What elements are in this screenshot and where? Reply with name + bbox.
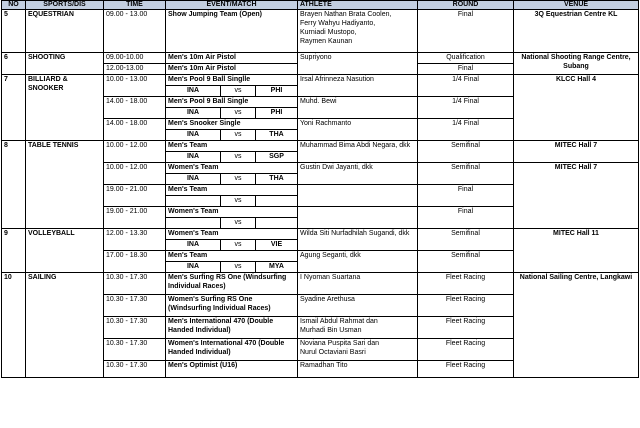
- team-a: INA: [186, 131, 200, 138]
- row-event: [166, 229, 298, 251]
- row-time: 10.30 - 17.30: [104, 317, 166, 339]
- athlete-line: Brayen Nathan Brata Coolen,: [300, 11, 392, 18]
- team-a: INA: [186, 175, 200, 182]
- row-time: 19.00 - 21.00: [104, 185, 166, 207]
- row-round: Final: [418, 64, 514, 75]
- vs-label: vs: [220, 108, 256, 118]
- row-event: Men's International 470 (Double Handed Individual): [166, 317, 298, 339]
- row-time: 14.00 - 18.00: [104, 119, 166, 141]
- row-round: 1/4 Final: [418, 119, 514, 141]
- row-time: 10.00 - 12.00: [104, 163, 166, 185]
- team-b: MYA: [269, 263, 284, 270]
- row-venue: MITEC Hall 7: [514, 141, 639, 163]
- team-b: THA: [269, 175, 284, 182]
- row-event: [166, 163, 298, 185]
- row-event: Men's Optimist (U16): [166, 361, 298, 378]
- row-athlete: Agung Seganti, dkk: [298, 251, 418, 273]
- row-event: Men's Surfing RS One (Windsurfing Individual Races): [166, 273, 298, 295]
- event-title: Women's Team: [168, 164, 219, 171]
- vs-label: vs: [220, 152, 256, 162]
- team-a: INA: [186, 87, 200, 94]
- row-event: [166, 75, 298, 97]
- row-venue: National Shooting Range Centre, Subang: [514, 53, 639, 75]
- athlete-line: Noviana Puspita Sari dan: [300, 340, 379, 347]
- row-sport: EQUESTRIAN: [26, 10, 104, 53]
- row-sport: BILLIARD & SNOOKER: [26, 75, 104, 141]
- row-round: Final: [418, 10, 514, 53]
- vs-label: vs: [220, 130, 256, 140]
- col-venue: VENUE: [514, 1, 639, 10]
- row-sport: SHOOTING: [26, 53, 104, 75]
- row-round: Final: [418, 185, 514, 207]
- row-athlete: I Nyoman Suartana: [298, 273, 418, 295]
- team-a: INA: [186, 241, 200, 248]
- row-athlete: Irsal Afrinneza Nasution: [298, 75, 418, 97]
- row-event: Women's Surfing RS One (Windsurfing Individual Races): [166, 295, 298, 317]
- row-round: Semifinal: [418, 163, 514, 185]
- row-athlete: [298, 207, 418, 229]
- row-sport: TABLE TENNIS: [26, 141, 104, 229]
- row-athlete: Muhd. Bewi: [298, 97, 418, 119]
- team-b: THA: [269, 131, 284, 138]
- row-event: [166, 141, 298, 163]
- schedule-table-wrapper: [1, 0, 638, 378]
- row-round: Fleet Racing: [418, 339, 514, 361]
- row-round: 1/4 Final: [418, 97, 514, 119]
- row-time: 10.30 - 17.30: [104, 273, 166, 295]
- row-round: Fleet Racing: [418, 273, 514, 295]
- event-title: Men's Team: [168, 142, 208, 149]
- matchup: [166, 217, 297, 228]
- row-round: Fleet Racing: [418, 361, 514, 378]
- row-time: 17.00 - 18.30: [104, 251, 166, 273]
- row-round: Final: [418, 207, 514, 229]
- team-b: SGP: [269, 153, 284, 160]
- row-no: 6: [2, 53, 26, 75]
- row-no: 7: [2, 75, 26, 141]
- col-athlete: ATHLETE: [298, 1, 418, 10]
- row-round: Fleet Racing: [418, 295, 514, 317]
- row-time: 10.30 - 17.30: [104, 295, 166, 317]
- header-row: [2, 1, 639, 10]
- athlete-line: Murhadi Bin Usman: [300, 327, 362, 334]
- row-athlete: Wilda Siti Nurfadhilah Sugandi, dkk: [298, 229, 418, 251]
- athlete-line: Raymen Kaunan: [300, 38, 353, 45]
- event-title: Men's Team: [168, 252, 208, 259]
- matchup: [166, 85, 297, 96]
- team-a: INA: [186, 263, 200, 270]
- row-event: Women's International 470 (Double Handed Individual): [166, 339, 298, 361]
- team-b: PHI: [270, 109, 283, 116]
- col-no: NO: [2, 1, 26, 10]
- row-athlete: [298, 10, 418, 53]
- row-event: Men's 10m Air Pistol: [166, 53, 298, 64]
- athlete-line: Nurul Octaviani Basri: [300, 349, 366, 356]
- vs-label: vs: [220, 174, 256, 184]
- row-athlete: [298, 339, 418, 361]
- row-event: [166, 97, 298, 119]
- row-venue: MITEC Hall 7: [514, 163, 639, 229]
- row-time: 10.00 - 12.00: [104, 141, 166, 163]
- row-event: [166, 185, 298, 207]
- col-round: ROUND: [418, 1, 514, 10]
- matchup: [166, 239, 297, 250]
- row-venue: 3Q Equestrian Centre KL: [514, 10, 639, 53]
- row-event: [166, 207, 298, 229]
- row-no: 10: [2, 273, 26, 378]
- row-round: Semifinal: [418, 229, 514, 251]
- athlete-line: Ferry Wahyu Hadiyanto,: [300, 20, 376, 27]
- row-round: Qualification: [418, 53, 514, 64]
- table-row: [2, 53, 639, 64]
- row-athlete: [298, 185, 418, 207]
- table-row: [2, 10, 639, 53]
- row-round: Semifinal: [418, 141, 514, 163]
- event-title: Men's Snooker Single: [168, 120, 241, 127]
- vs-label: vs: [220, 218, 256, 228]
- row-athlete: Muhammad Bima Abdi Negara, dkk: [298, 141, 418, 163]
- row-time: 09.00 - 13.00: [104, 10, 166, 53]
- row-no: 5: [2, 10, 26, 53]
- row-time: 12.00-13.00: [104, 64, 166, 75]
- matchup: [166, 195, 297, 206]
- vs-label: vs: [220, 196, 256, 206]
- team-b: VIE: [270, 241, 283, 248]
- row-time: 10.30 - 17.30: [104, 339, 166, 361]
- event-title: Men's Pool 9 Ball Single: [168, 98, 249, 105]
- matchup: [166, 173, 297, 184]
- row-event: Men's 10m Air Pistol: [166, 64, 298, 75]
- row-sport: VOLLEYBALL: [26, 229, 104, 273]
- table-row: [2, 141, 639, 163]
- row-athlete: Yoni Rachmanto: [298, 119, 418, 141]
- row-event: [166, 251, 298, 273]
- col-event: EVENT/MATCH: [166, 1, 298, 10]
- row-venue: MITEC Hall 11: [514, 229, 639, 273]
- row-athlete: Ramadhan Tito: [298, 361, 418, 378]
- row-time: 09.00-10.00: [104, 53, 166, 64]
- row-round: Fleet Racing: [418, 317, 514, 339]
- table-row: [2, 273, 639, 295]
- schedule-table: [1, 0, 639, 378]
- table-row: [2, 75, 639, 97]
- row-athlete: Syadine Arethusa: [298, 295, 418, 317]
- matchup: [166, 261, 297, 272]
- event-title: Women's Team: [168, 230, 219, 237]
- col-sport: SPORTS/DIS: [26, 1, 104, 10]
- row-venue: KLCC Hall 4: [514, 75, 639, 141]
- athlete-line: Kurniadi Mustopo,: [300, 29, 357, 36]
- matchup: [166, 151, 297, 162]
- event-title: Men's Team: [168, 186, 208, 193]
- row-time: 12.00 - 13.30: [104, 229, 166, 251]
- team-b: PHI: [270, 87, 283, 94]
- row-time: 19.00 - 21.00: [104, 207, 166, 229]
- row-time: 14.00 - 18.00: [104, 97, 166, 119]
- row-athlete: Gustin Dwi Jayanti, dkk: [298, 163, 418, 185]
- matchup: [166, 107, 297, 118]
- team-a: INA: [186, 109, 200, 116]
- row-athlete: Supriyono: [298, 53, 418, 75]
- row-time: 10.00 - 13.00: [104, 75, 166, 97]
- col-time: TIME: [104, 1, 166, 10]
- matchup: [166, 129, 297, 140]
- row-round: 1/4 Final: [418, 75, 514, 97]
- vs-label: vs: [220, 86, 256, 96]
- event-title: Women's Team: [168, 208, 219, 215]
- row-athlete: [298, 317, 418, 339]
- row-time: 10.30 - 17.30: [104, 361, 166, 378]
- vs-label: vs: [220, 262, 256, 272]
- row-sport: SAILING: [26, 273, 104, 378]
- row-no: 9: [2, 229, 26, 273]
- event-title: Men's Pool 9 Ball Singlle: [168, 76, 251, 83]
- table-row: [2, 229, 639, 251]
- row-no: 8: [2, 141, 26, 229]
- team-a: INA: [186, 153, 200, 160]
- athlete-line: Ismail Abdul Rahmat dan: [300, 318, 378, 325]
- row-venue: National Sailing Centre, Langkawi: [514, 273, 639, 378]
- row-event: Show Jumping Team (Open): [166, 10, 298, 53]
- row-round: Semifinal: [418, 251, 514, 273]
- row-event: [166, 119, 298, 141]
- vs-label: vs: [220, 240, 256, 250]
